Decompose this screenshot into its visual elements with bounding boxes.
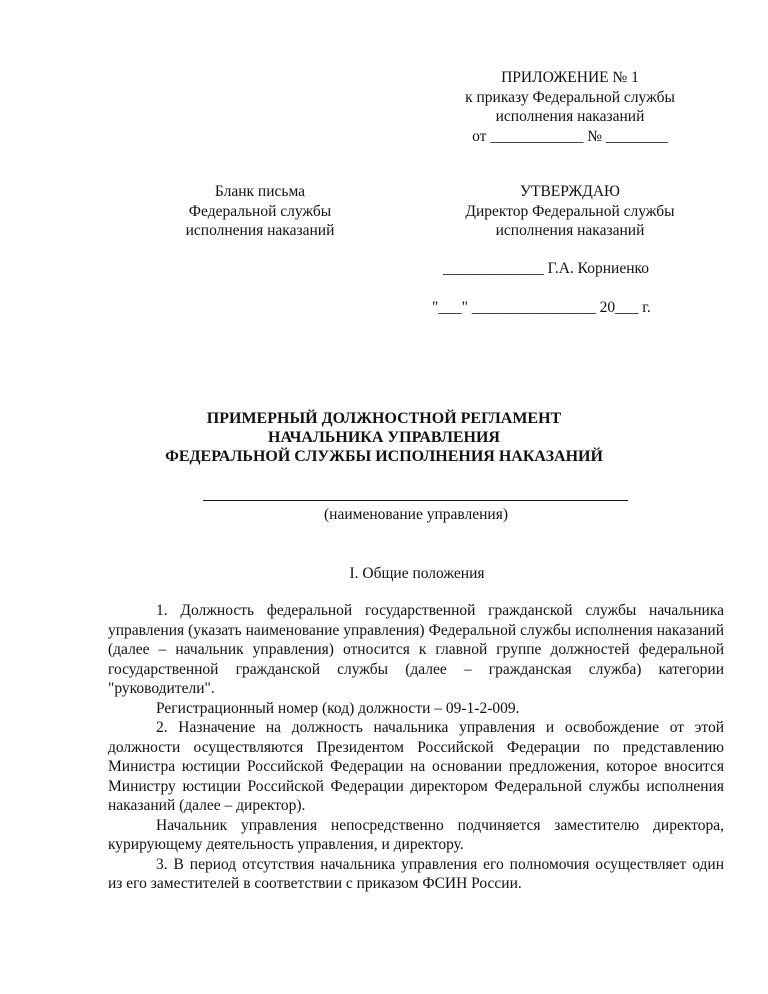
appendix-title: ПРИЛОЖЕНИЕ № 1 (501, 69, 639, 86)
title-line-3: ФЕДЕРАЛЬНОЙ СЛУЖБЫ ИСПОЛНЕНИЯ НАКАЗАНИЙ (165, 448, 603, 465)
title-line-2: НАЧАЛЬНИКА УПРАВЛЕНИЯ (268, 429, 500, 446)
paragraph-3: 3. В период отсутствия начальника управления его полномочия осуществляет один из его заместителей в соответствии с приказом ФСИН России. (108, 855, 724, 892)
approve-organization: исполнения наказаний (495, 222, 645, 239)
blank-line-3: исполнения наказаний (185, 222, 335, 239)
paragraph-1-reg-number: Регистрационный номер (код) должности – 09-1-2-009. (156, 699, 520, 717)
paragraph-1: 1. Должность федеральной государственной гражданской службы начальника управления (указать наименование управления) Федеральной службы исполнения наказаний (далее – начальник управления) относится к главной группе должностей федеральной государственной гражданской службы (далее – гражданская служба) категории "руководители". (108, 602, 724, 697)
appendix-service-name: исполнения наказаний (495, 108, 645, 125)
approve-heading: УТВЕРЖДАЮ (520, 183, 620, 200)
letter-blank-block (140, 182, 380, 241)
appendix-header (420, 68, 720, 146)
blank-line-1: Бланк письма (214, 183, 306, 200)
section-heading: I. Общие положения (349, 565, 485, 582)
approval-date: "___" ________________ 20___ г. (432, 299, 651, 316)
blank-line-2: Федеральной службы (188, 202, 332, 220)
appendix-date-number: от ____________ № ________ (472, 127, 668, 145)
department-caption: (наименование управления) (324, 506, 508, 523)
document-title (0, 409, 768, 466)
approval-signature: _____________ Г.А. Корниенко (443, 260, 649, 277)
paragraph-2: 2. Назначение на должность начальника управления и освобождение от этой должности осуществляются Президентом Российской Федерации по представлению Министра юстиции Российской Федерации на основании предложения, которое вносится Министру юстиции Российской Федерации директором Федеральной службы исполнения наказаний (далее – директор). (108, 719, 724, 814)
body-text (108, 601, 724, 894)
approval-block (420, 182, 720, 241)
title-line-1: ПРИМЕРНЫЙ ДОЛЖНОСТНОЙ РЕГЛАМЕНТ (206, 410, 562, 427)
appendix-order-ref: к приказу Федеральной службы (465, 88, 675, 106)
department-name-line (203, 500, 628, 501)
approve-position: Директор Федеральной службы (465, 202, 675, 220)
paragraph-2-subordination: Начальник управления непосредственно подчиняется заместителю директора, курирующему деятельность управления, и директору. (108, 816, 724, 853)
